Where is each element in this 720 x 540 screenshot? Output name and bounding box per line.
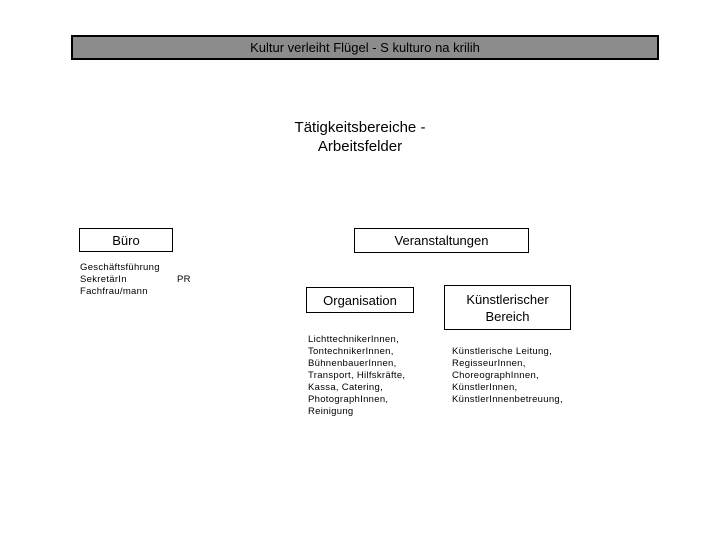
kuenstlerisch-label-line2: Bereich — [485, 308, 530, 324]
buero-label: Büro — [112, 232, 140, 248]
header-bar — [71, 35, 659, 60]
organisation-box — [306, 287, 414, 313]
diagram-title-line2: Arbeitsfelder — [317, 138, 403, 155]
organisation-roles: LichttechnikerInnen, TontechnikerInnen, BühnenbauerInnen, Transport, Hilfskräfte, Kassa, Catering, PhotographInnen, Reinigung — [308, 334, 406, 417]
buero-box — [79, 228, 173, 252]
veranstaltungen-label: Veranstaltungen — [394, 233, 489, 248]
header-title: Kultur verleiht Flügel - S kulturo na krilih — [250, 40, 480, 55]
kuenstlerisch-box — [444, 285, 571, 330]
buero-pr: PR — [177, 274, 191, 285]
organisation-label: Organisation — [323, 292, 397, 308]
veranstaltungen-box — [354, 228, 529, 253]
diagram-title-line1: Tätigkeitsbereiche - — [294, 119, 426, 136]
kuenstlerisch-label-line1: Künstlerischer — [466, 291, 549, 307]
buero-roles: Geschäftsführung SekretärIn Fachfrau/mann — [80, 262, 160, 297]
kuenstlerisch-roles: Künstlerische Leitung, RegisseurInnen, ChoreographInnen, KünstlerInnen, KünstlerInnenbetreuung, — [452, 346, 563, 405]
diagram-title — [200, 118, 520, 156]
